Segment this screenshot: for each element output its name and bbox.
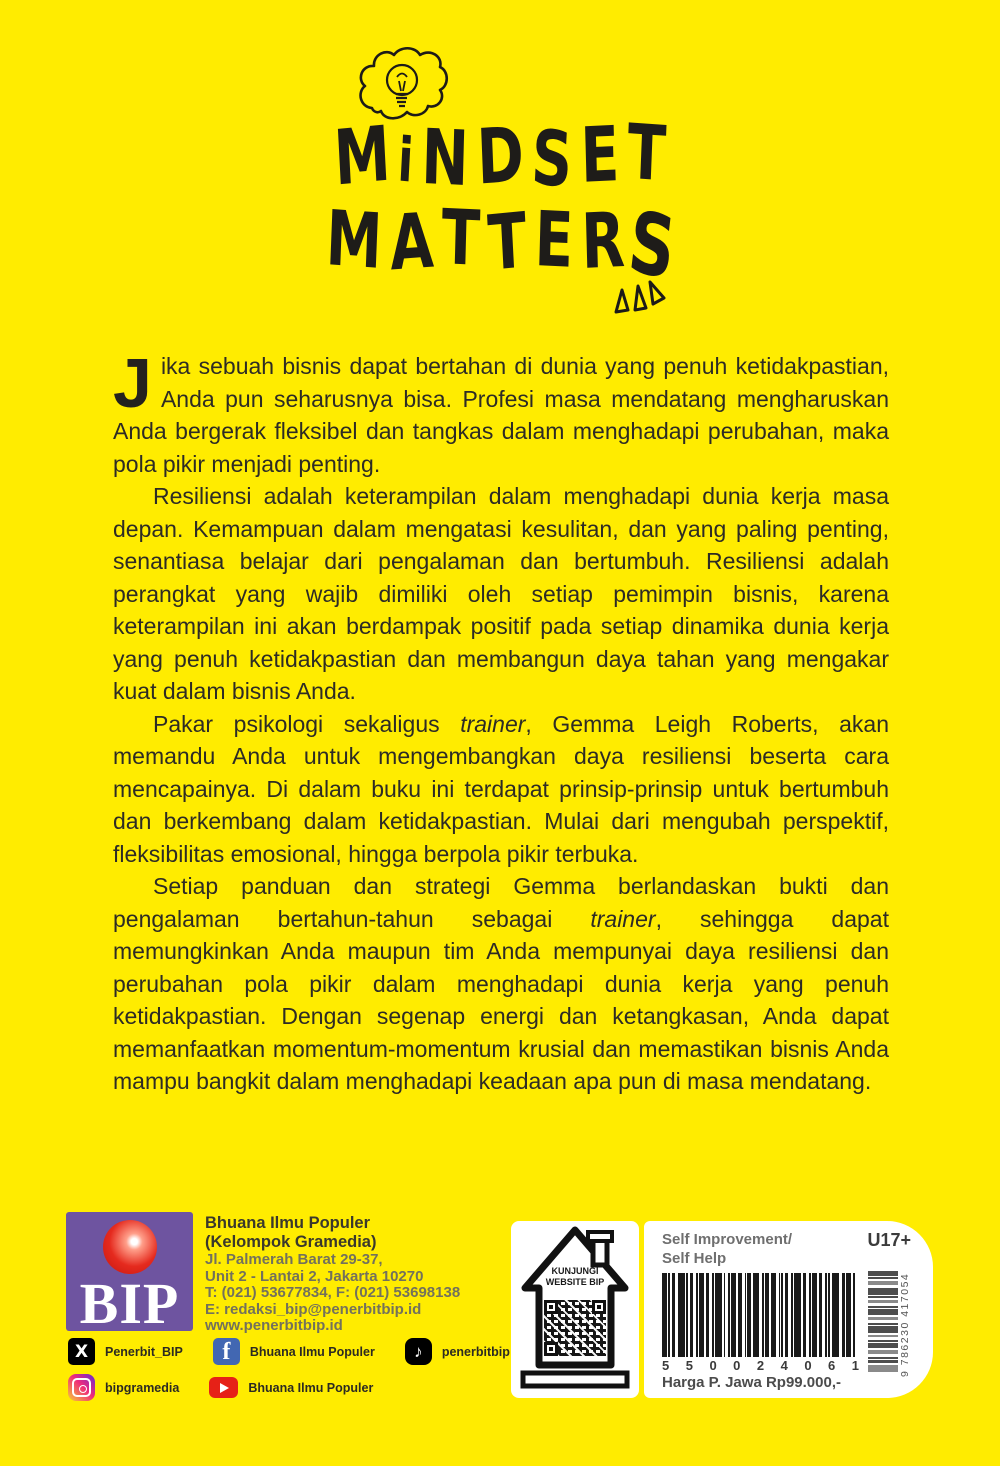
synopsis-paragraph: Jika sebuah bisnis dapat bertahan di dunia yang penuh ketidakpastian, Anda pun seharusnya bisa. Profesi masa mendatang mengharuskan Anda bergerak fleksibel dan tangkas dalam menghadapi perubahan, maka pola pikir menjadi penting. [113,344,889,477]
publisher-email-line: E: redaksi_bip@penerbitbip.id [205,1300,422,1318]
social-item-x [68,1338,183,1365]
qr-finder [544,1342,558,1356]
social-row-2 [68,1374,498,1401]
barcode-digits: 5 5 0 0 2 4 0 6 1 [662,1358,859,1373]
barcode-box [644,1221,933,1398]
social-handle-label: Bhuana Ilmu Populer [248,1380,374,1395]
publisher-info [205,1214,460,1335]
publisher-phone-line: T: (021) 53677834, F: (021) 53698138 [205,1284,461,1301]
social-handle-label: penerbitbip [441,1344,510,1359]
drop-cap: J [113,344,152,422]
youtube-icon [209,1377,238,1398]
instagram-lens [72,1378,91,1397]
social-handles [68,1338,510,1410]
synopsis-paragraph: Setiap panduan dan strategi Gemma berlandaskan bukti dan pengalaman bertahun-tahun sebagai trainer, sehingga dapat memungkinkan Anda maupun tim Anda mempunyai daya resiliensi dan perubahan pola pikir dalam menghadapi dunia kerja yang penuh ketidakpastian. Dengan segenap energi dan ketangkasan, Anda dapat memanfaatkan momentum-momentum krusial dan memastikan bisnis Anda mampu bangkit dalam menghadapi keadaan apa pun di masa mendatang. [113,873,889,1094]
qr-caption-line2: WEBSITE BIP [545,1277,605,1287]
facebook-icon: f [213,1338,240,1365]
qr-caption-line1: KUNJUNGI [551,1266,599,1276]
category-label: Self Improvement/ Self Help [662,1231,793,1267]
qr-finder [544,1300,558,1314]
synopsis-paragraph: Resiliensi adalah keterampilan dalam menghadapi dunia kerja masa depan. Kemampuan dalam mengatasi kesulitan, dan yang paling penting, senantiasa belajar dari pengalaman dan bertumbuh. Resiliensi adalah perangkat yang wajib dimiliki oleh setiap pemimpin bisnis, karena keterampilan ini akan berdampak positif pada setiap dinamika dunia kerja yang penuh ketidakpastian dan membangun daya tahan yang mengakar kuat dalam bisnis Anda. [113,483,889,704]
x-icon: X [68,1338,95,1365]
publisher-address-line: Unit 2 - Lantai 2, Jakarta 10270 [205,1267,424,1285]
instagram-icon [68,1374,95,1401]
tiktok-icon: ♪ [405,1338,432,1365]
social-handle-label: bipgramedia [105,1380,180,1395]
synopsis [113,344,889,1098]
social-item-tiktok [405,1338,510,1365]
price-barcode [662,1273,859,1357]
bip-publisher-logo [66,1212,193,1336]
isbn-barcode [868,1271,898,1374]
publisher-website: www.penerbitbip.id [205,1317,343,1334]
bip-logo-red-dot [103,1220,157,1274]
qr-code [544,1300,606,1356]
age-rating-badge: U17+ [867,1230,911,1250]
website-qr-box [511,1221,639,1398]
social-item-instagram [68,1374,179,1401]
price-label: Harga P. Jawa Rp99.000,- [662,1374,841,1391]
social-handle-label: Penerbit_BIP [105,1344,183,1359]
book-title-line2: MATTERS [324,190,682,300]
qr-finder [592,1300,606,1314]
synopsis-paragraph: Pakar psikologi sekaligus trainer, Gemma Leigh Roberts, akan memandu Anda untuk mengembangkan daya resiliensi beserta cara mencapainya. Di dalam buku ini terdapat prinsip-prinsip untuk bertumbuh dan berkembang dalam ketidakpastian. Mulai dari mengubah perspektif, fleksibilitas emosional, hingga berpola pikir terbuka. [113,710,889,867]
social-item-youtube [209,1377,373,1398]
youtube-play-triangle [220,1383,229,1393]
social-handle-label: Bhuana Ilmu Populer [249,1344,375,1359]
publisher-address-line: Jl. Palmerah Barat 29-37, [205,1251,383,1268]
publisher-group: (Kelompok Gramedia) [205,1233,377,1251]
social-item-facebook [213,1338,375,1365]
isbn-number: 9 786230 417054 [899,1272,911,1377]
social-row-1 [68,1338,510,1365]
publisher-name: Bhuana Ilmu Populer [205,1214,371,1232]
book-title-line1: MiNDSET [331,106,668,205]
pencil-marks-doodle [608,270,672,318]
bip-logo-letters: BIP [79,1271,180,1336]
